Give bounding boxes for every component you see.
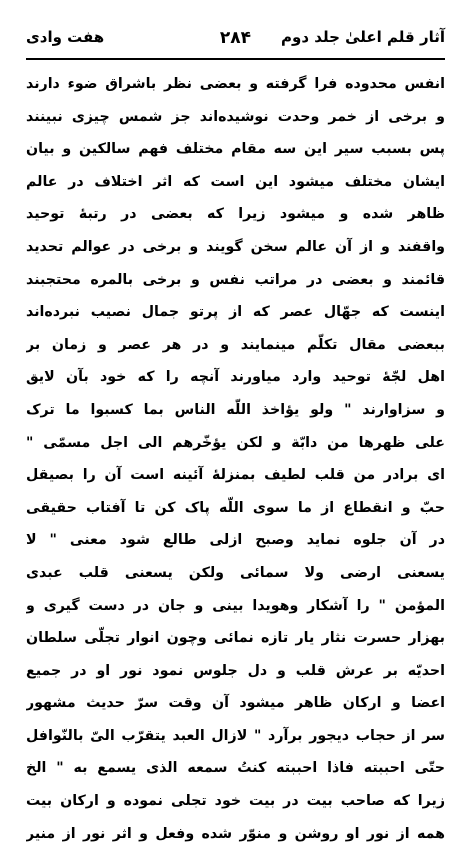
running-book-title: آثار قلم اعلیٰ جلد دوم xyxy=(281,28,445,46)
text-line: انفس محدوده فرا گرفته و بعضی نظر باشراق ضوء دارند xyxy=(26,76,445,92)
text-line: ایشان مختلف میشود این است که اثر اختلاف در عالم xyxy=(26,173,445,190)
text-line: و برخی از خمر وحدت نوشیده‌اند جز شمس چیزی نبینند xyxy=(26,108,445,125)
text-line: پس بسبب سیر این سه مقام مختلف فهم سالکین و بیان xyxy=(26,141,445,158)
text-line: بهزار حسرت نثار یار تازه نمائی وچون انوار تجلّی سلطان xyxy=(26,630,445,647)
text-line: علی ظهرها من دابّة و لکن یؤخّرهم الی اجل مسمّی " xyxy=(26,434,445,451)
text-line: سر از حجاب دیجور برآرد " لازال العبد یتقرّب الیّ بالنّوافل xyxy=(26,727,445,744)
text-line: قائمند و بعضی در مراتب نفس و برخی بالمره محتجبند xyxy=(26,271,445,288)
text-line: واقفند و از آن عالم سخن گویند و برخی در عوالم تحدید xyxy=(26,238,445,255)
text-line: المؤمن " را آشکار وهویدا بینی و جان در دست گیری و xyxy=(26,597,445,614)
text-line: ظاهر شده و میشود زیرا که بعضی در رتبهٔ توحید xyxy=(26,206,445,223)
text-line: و سزاوارند " ولو یؤاخذ اللّه الناس بما کسبوا ما ترک xyxy=(26,401,445,418)
page-number: ۲۸۴ xyxy=(219,28,252,48)
text-line: حتّی احببته فاذا احببته کنتُ سمعه الذی یسمع به " الخ xyxy=(26,760,445,777)
text-line: زیرا که صاحب بیت در بیت خود تجلی نموده و ارکان بیت xyxy=(26,793,445,810)
text-line: در آن جلوه نماید وصبح ازلی طالع شود معنی " لا xyxy=(26,532,445,549)
text-line: اینست که جهّال عصر که از پرتو جمال نصیب نبرده‌اند xyxy=(26,304,445,321)
text-line: یسعنی ارضی ولا سمائی ولکن یسعنی قلب عبدی xyxy=(26,564,445,581)
running-section-title: هفت وادی xyxy=(26,28,105,46)
page-header xyxy=(26,28,445,56)
header-rule xyxy=(26,58,445,60)
text-line: همه از نور او روشن و منوّر شده وفعل و اثر نور از منیر xyxy=(26,825,445,842)
text-line: اهل لجّهٔ توحید وارد میاورند آنچه را که خود بآن لایق xyxy=(26,369,445,386)
text-line: حبّ و انقطاع از ما سوی اللّه پاک کن تا آفتاب حقیقی xyxy=(26,499,445,516)
body-text xyxy=(26,68,445,850)
text-line: ای برادر من قلب لطیف بمنزلهٔ آئینه است آن را بصیقل xyxy=(26,467,445,484)
text-line: احدیّه بر عرش قلب و دل جلوس نمود نور او در جمیع xyxy=(26,662,445,679)
text-line: اعضا و ارکان ظاهر میشود آن وقت سرّ حدیث مشهور xyxy=(26,695,445,712)
text-line: ببعضی مقال تکلّم مینمایند و در هر عصر و زمان بر xyxy=(26,336,445,353)
